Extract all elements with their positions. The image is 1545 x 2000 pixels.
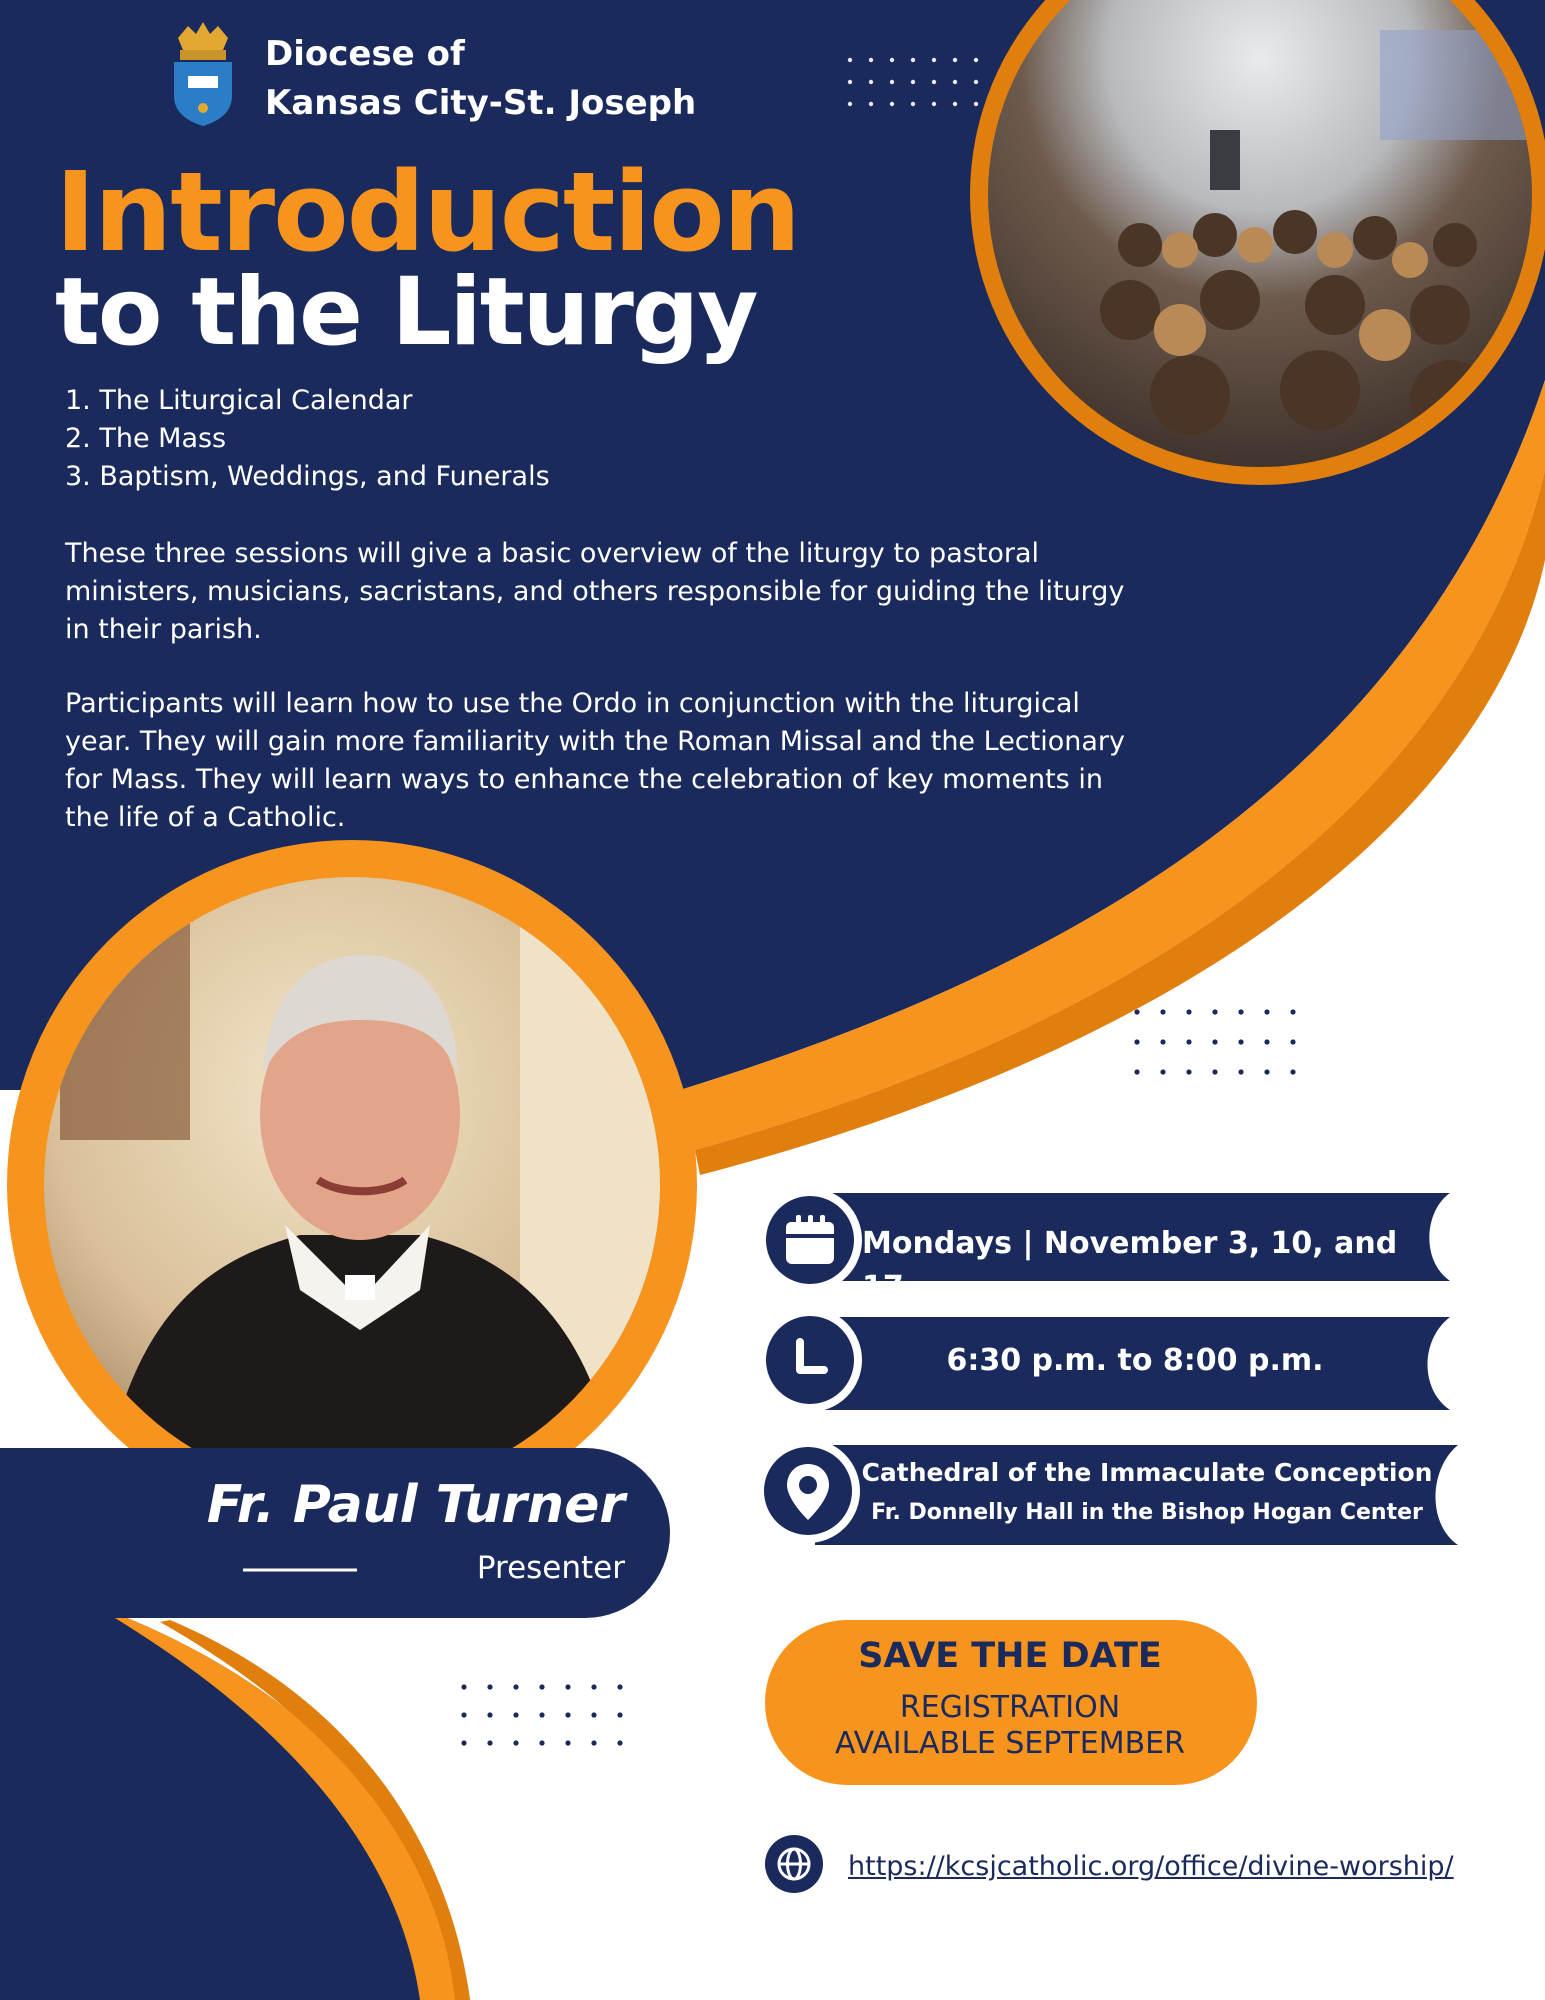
decorative-dot (1212, 1009, 1217, 1014)
decorative-dot (974, 80, 978, 84)
decorative-dot (890, 58, 894, 62)
decorative-dot (591, 1684, 596, 1689)
decorative-dot (869, 102, 873, 106)
decorative-dot (513, 1684, 518, 1689)
decorative-dot (591, 1740, 596, 1745)
decorative-dot (539, 1684, 544, 1689)
decorative-dot (953, 102, 957, 106)
org-line1: Diocese of (265, 34, 465, 74)
decorative-dot (1238, 1039, 1243, 1044)
decorative-dot (1290, 1009, 1295, 1014)
decorative-dot (932, 58, 936, 62)
registration-note (765, 1690, 1255, 1762)
decorative-dot (1238, 1009, 1243, 1014)
registration-line2: AVAILABLE SEPTEMBER (835, 1726, 1185, 1761)
description-paragraph-2: Participants will learn how to use the Ordo in conjunction with the liturgical year. They will gain more familiarity with the Roman Missal and the Lectionary for Mass. They will learn ways to enhance the celebration of key moments in the life of a Catholic. (65, 688, 1125, 833)
decorative-dot (461, 1712, 466, 1717)
decorative-dot (1212, 1039, 1217, 1044)
decorative-dot (1290, 1069, 1295, 1074)
title-line1: Introduction (55, 148, 800, 276)
decorative-dot (869, 80, 873, 84)
decorative-dot (911, 58, 915, 62)
decorative-dot (953, 58, 957, 62)
organization-name (265, 30, 696, 128)
decorative-dot (565, 1740, 570, 1745)
location-pin-icon (784, 1462, 832, 1522)
presenter-role: Presenter (476, 1550, 625, 1586)
decorative-dot (461, 1740, 466, 1745)
decorative-dot (565, 1684, 570, 1689)
decorative-dot (513, 1740, 518, 1745)
event-dates: Mondays | November 3, 10, and 17 (862, 1226, 1398, 1305)
diocese-crest-icon (168, 18, 238, 126)
decorative-dot (911, 80, 915, 84)
decorative-dot (487, 1684, 492, 1689)
decorative-dot (974, 58, 978, 62)
decorative-dot (591, 1712, 596, 1717)
topic-item: 3. Baptism, Weddings, and Funerals (65, 461, 550, 492)
decorative-dot (1186, 1039, 1191, 1044)
decorative-dot (513, 1712, 518, 1717)
decorative-dot (974, 102, 978, 106)
decorative-dot (1264, 1009, 1269, 1014)
decorative-dot (617, 1712, 622, 1717)
event-time: 6:30 p.m. to 8:00 p.m. (946, 1343, 1324, 1378)
decorative-dot (1134, 1009, 1139, 1014)
decorative-dot (1264, 1039, 1269, 1044)
presenter-name: Fr. Paul Turner (206, 1475, 625, 1535)
decorative-dot (539, 1740, 544, 1745)
decorative-dot (848, 58, 852, 62)
decorative-dot (1290, 1039, 1295, 1044)
decorative-dot (1212, 1069, 1217, 1074)
dot-grid-bottom (461, 1684, 622, 1745)
decorative-dot (1238, 1069, 1243, 1074)
topic-item: 1. The Liturgical Calendar (65, 385, 413, 416)
decorative-dot (539, 1712, 544, 1717)
event-location-line2: Fr. Donnelly Hall in the Bishop Hogan Center (871, 1500, 1423, 1525)
decorative-dot (890, 80, 894, 84)
decorative-dot (565, 1712, 570, 1717)
decorative-dot (487, 1712, 492, 1717)
decorative-dot (1160, 1039, 1165, 1044)
decorative-dot (1160, 1069, 1165, 1074)
decorative-dot (1186, 1009, 1191, 1014)
decorative-dot (617, 1740, 622, 1745)
dot-grid-middle (1134, 1009, 1295, 1074)
decorative-dot (848, 80, 852, 84)
decorative-dot (932, 80, 936, 84)
calendar-icon (782, 1212, 838, 1268)
save-the-date-heading: SAVE THE DATE (858, 1636, 1162, 1676)
description-paragraph-1: These three sessions will give a basic overview of the liturgy to pastoral ministers, musicians, sacristans, and others responsible for guiding the liturgy in their parish. (65, 538, 1125, 645)
topic-list (65, 382, 550, 496)
decorative-dot (953, 80, 957, 84)
clock-icon (782, 1332, 838, 1388)
decorative-dot (1134, 1069, 1139, 1074)
decorative-dot (1134, 1039, 1139, 1044)
decorative-dot (1160, 1009, 1165, 1014)
website-link[interactable]: https://kcsjcatholic.org/office/divine-worship/ (848, 1851, 1454, 1882)
decorative-dot (911, 102, 915, 106)
decorative-dot (869, 58, 873, 62)
decorative-dot (890, 102, 894, 106)
decorative-dot (487, 1740, 492, 1745)
title-line2: to the Liturgy (55, 258, 757, 367)
org-line2: Kansas City-St. Joseph (265, 83, 697, 123)
topic-item: 2. The Mass (65, 423, 227, 454)
globe-icon (773, 1843, 815, 1885)
registration-line1: REGISTRATION (899, 1690, 1121, 1725)
decorative-dot (617, 1684, 622, 1689)
decorative-dot (932, 102, 936, 106)
decorative-dot (461, 1684, 466, 1689)
event-location-line1: Cathedral of the Immaculate Conception (861, 1458, 1433, 1487)
decorative-dot (848, 102, 852, 106)
decorative-dot (1186, 1069, 1191, 1074)
decorative-dot (1264, 1069, 1269, 1074)
